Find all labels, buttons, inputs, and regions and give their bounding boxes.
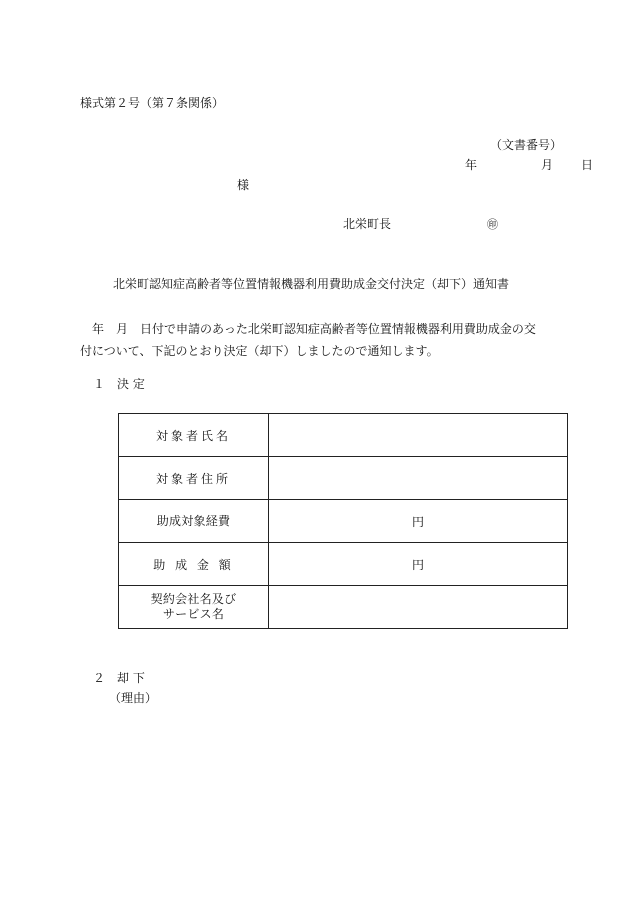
body-line-2: 付について、下記のとおり決定（却下）しましたので通知します。 (80, 344, 439, 358)
table-row (119, 500, 568, 543)
body-paragraph (80, 318, 555, 362)
seal-mark: ㊞ (487, 218, 499, 231)
date-year: 年 (465, 158, 478, 172)
addressee-suffix: 様 (237, 178, 250, 192)
issuer-line (343, 216, 498, 233)
table-label: 対象者住所 (119, 457, 269, 500)
table-label: 助成対象経費 (119, 500, 269, 543)
section-rejection-heading: ２ 却 下 (93, 671, 145, 685)
issuer-name: 北栄町長 (343, 217, 392, 231)
table-label: 助 成 金 額 (119, 543, 269, 586)
table-label-line-2: サービス名 (162, 607, 225, 621)
date-day: 日 (581, 158, 594, 172)
table-value: 円 (269, 543, 568, 586)
section-decision-heading: １ 決 定 (93, 377, 145, 391)
document-number: （文書番号） (490, 138, 563, 152)
table-value: 円 (269, 500, 568, 543)
table-value (269, 414, 568, 457)
table-value (269, 457, 568, 500)
document-title: 北栄町認知症高齢者等位置情報機器利用費助成金交付決定（却下）通知書 (113, 277, 510, 291)
rejection-reason-label: （理由） (109, 691, 158, 705)
table-row (119, 543, 568, 586)
table-label (119, 586, 269, 629)
table-row (119, 586, 568, 629)
form-number: 様式第２号（第７条関係） (80, 96, 225, 110)
table-row (119, 457, 568, 500)
date-month: 月 (541, 158, 554, 172)
table-row (119, 414, 568, 457)
table-value (269, 586, 568, 629)
table-label: 対象者氏名 (119, 414, 269, 457)
body-line-1: 年 月 日付で申請のあった北栄町認知症高齢者等位置情報機器利用費助成金の交 (92, 322, 536, 336)
decision-table (118, 413, 568, 629)
table-label-line-1: 契約会社名及び (150, 592, 237, 606)
issue-date (465, 157, 593, 173)
